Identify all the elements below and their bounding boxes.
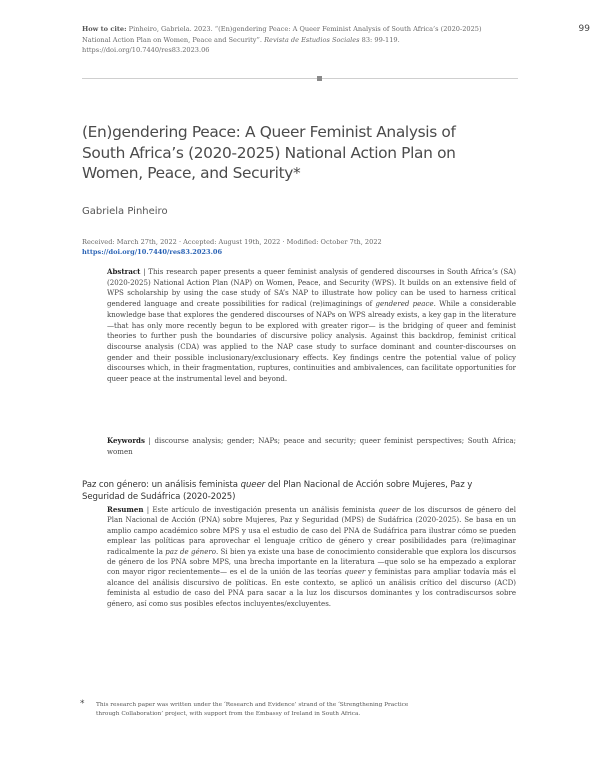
abstract-text-2: . While a considerable knowledge base that explores the gendered discourses of NAPs on WPS already exists, a key gap in the literature —that has only more recently begun to be explored with greater rigor— is the bridging of queer and feminist theories to further push the boundaries of discursive policy analysis. Against this backdrop, feminist critical discourse analysis (CDA) was applied to the NAP case study to surface dominant and counter-discourses on gender and their possible inclusionary/exclusionary effects. Key findings centre the potential value of policy discourses which, in their fragmentation, ruptures, continuities and ambivalences, can facilitate opportunities for queer peace at the instrumental level and beyond.: [107, 299, 517, 384]
article-title: (En)gendering Peace: A Queer Feminist Analysis of South Africa’s (2020-2025) National Action Plan on Women, Peace, and Security*: [82, 123, 456, 182]
citation-block: [82, 24, 482, 56]
keywords-text: discourse analysis; gender; NAPs; peace and security; queer feminist perspectives; South Africa; women: [107, 436, 516, 456]
spanish-title-italic: queer: [240, 480, 266, 490]
divider-marker: [317, 76, 322, 81]
author-name: Gabriela Pinheiro: [82, 206, 168, 217]
resumen-text-2: de los discursos de género del Plan Nacional de Acción (PNA) sobre Mujeres, Paz y Seguridad (MPS) de Sudáfrica (2020-2025). Se basa en un amplio campo académico sobre MPS y usa el estudio de caso del PNA de Sudáfrica para ilustrar cómo se pueden emplear las políticas para aprovechar el lenguaje crítico de género y crear posibilidades para (re)imaginar radicalmente la: [107, 505, 516, 556]
resumen: Resumen | Este artículo de investigación presenta un análisis feminista queer de los discursos de género del Plan Nacional de Acción (PNA) sobre Mujeres, Paz y Seguridad (MPS) de Sudáfrica (2020-2025). Se basa en un amplio campo académico sobre MPS y usa el estudio de caso del PNA de Sudáfrica para ilustrar cómo se pueden emplear las políticas para aprovechar el lenguaje crítico de género y crear posibilidades para (re)imaginar radicalmente la paz de género. Si bien ya existe una base de conocimiento considerable que explora los discursos de género de los PNA sobre MPS, una brecha importante en la literatura —que solo se ha empezado a explorar con mayor rigor recientemente— es el de la unión de las teorías queer y feministas para ampliar todavía más el alcance del análisis discursivo de políticas. En este contexto, se aplicó un análisis crítico del discurso (ACD) feminista al estudio de caso del PNA para sacar a la luz los discursos dominantes y los contradiscursos sobre género, así como sus posibles efectos incluyentes/excluyentes.: [107, 505, 516, 608]
resumen-text-1: Este artículo de investigación presenta un análisis feminista: [152, 505, 376, 514]
resumen-italic-2: paz de género: [165, 546, 216, 556]
resumen-text-3: . Si bien ya existe una base de conocimiento considerable que explora los discursos de género de los PNA sobre MPS, una brecha importante en la literatura —que solo se ha empezado a explorar con mayor rigor recientemente— es el de la unión de las teorías: [107, 546, 516, 577]
citation-label: How to cite:: [82, 25, 127, 33]
article-meta: [82, 237, 518, 257]
resumen-italic-3: queer: [344, 567, 366, 577]
keywords-label: Keywords: [107, 436, 145, 445]
footnote-mark: *: [80, 699, 85, 709]
resumen-label: Resumen: [107, 505, 144, 514]
citation-text: Pinheiro, Gabriela. 2023. “(En)gendering Peace: A Queer Feminist Analysis of South Africa’s (2020-2025) National Action Plan on Women, Peace and Security”.: [82, 25, 482, 44]
citation-journal: Revista de Estudios Sociales: [264, 35, 360, 44]
abstract: Abstract | This research paper presents a queer feminist analysis of gendered discourses in South Africa’s (SA) (2020-2025) National Action Plan (NAP) on Women, Peace, and Security (WPS). It builds on an extensive field of WPS scholarship by using the case study of SA’s NAP to illustrate how policy can be used to harness critical gendered language and create possibilities for radical (re)imaginings of gendered peace. While a considerable knowledge base that explores the gendered discourses of NAPs on WPS already exists, a key gap in the literature —that has only more recently begun to be explored with greater rigor— is the bridging of queer and feminist theories to further push the boundaries of discursive policy analysis. Against this backdrop, feminist critical discourse analysis (CDA) was applied to the NAP case study to surface dominant and counter-discourses on gender and their possible inclusionary/exclusionary effects. Key findings centre the potential value of policy discourses which, in their fragmentation, ruptures, continuities and ambivalences, can facilitate opportunities for queer peace at the instrumental level and beyond.: [107, 267, 517, 384]
footnote-text: This research paper was written under the ‘Research and Evidence’ strand of the ‘Strengthening Practice through Collaboration’ project, with support from the Embassy of Ireland in South Africa.: [96, 702, 409, 717]
citation-issue: 83: 99-119.: [361, 35, 400, 44]
abstract-italic: gendered peace: [375, 299, 434, 309]
spanish-title: [82, 479, 502, 503]
doi-link[interactable]: https://doi.org/10.7440/res83.2023.06: [82, 248, 223, 256]
abstract-label: Abstract: [107, 267, 141, 276]
resumen-italic-1: queer: [378, 505, 400, 514]
page-number: 99: [578, 24, 590, 34]
citation-doi-link[interactable]: https://doi.org/10.7440/res83.2023.06: [82, 46, 210, 55]
spanish-title-part-2: del Plan Nacional de Acción sobre Mujeres, Paz y Seguridad de Sudáfrica (2020-2025): [82, 480, 473, 503]
spanish-title-part-1: Paz con género: un análisis feminista: [82, 480, 238, 490]
article-dates: Received: March 27th, 2022 · Accepted: August 19th, 2022 · Modified: October 7th, 2022: [82, 238, 382, 246]
resumen-text-4: y feministas para ampliar todavía más el alcance del análisis discursivo de políticas. En este contexto, se aplicó un análisis crítico del discurso (ACD) feminista al estudio de caso del PNA para sacar a la luz los discursos dominantes y los contradiscursos sobre género, así como sus posibles efectos incluyentes/excluyentes.: [107, 567, 516, 608]
header-divider: [82, 78, 518, 79]
abstract-text-1: This research paper presents a queer feminist analysis of gendered discourses in South Africa’s (SA) (2020-2025) National Action Plan (NAP) on Women, Peace, and Security (WPS). It builds on an extensive field of WPS scholarship by using the case study of SA’s NAP to illustrate how policy can be used to harness critical gendered language and create possibilities for radical (re)imaginings of: [107, 267, 516, 309]
keywords: Keywords | discourse analysis; gender; NAPs; peace and security; queer feminist perspectives; South Africa; women: [107, 436, 516, 456]
